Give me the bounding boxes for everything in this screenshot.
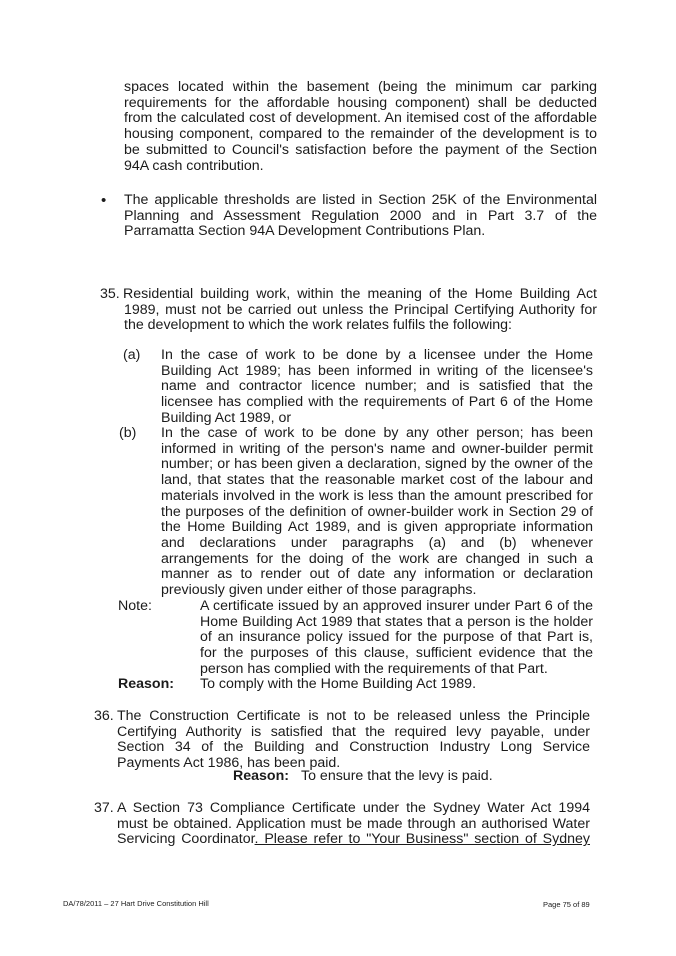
condition-37-text-underlined: . Please refer to "Your Business" section of Sydney [254,831,590,848]
bullet-icon: • [101,192,107,209]
condition-35-text: Residential building work, within the meaning of the Home Building Act 1989, must not be carried out unless the Principal Certifying Authority for the development to which the work relates fulfils the following: [123,286,597,334]
condition-35-note-text: A certificate issued by an approved insurer under Part 6 of the Home Building Act 1989 that states that a person is the holder of an insurance policy issued for the purpose of that Part is, for the purposes of this clause, sufficient evidence that the person has complied with the requirements of that Part. [200,598,593,677]
condition-36-number: 36. [94,708,114,724]
footer-page-number: Page 75 of 89 [543,900,590,909]
condition-35-item-a-text: In the case of work to be done by a licensee under the Home Building Act 1989; has been informed in writing of the licensee's name and contractor licence number; and is satisfied that the licensee has complied with the requirements of Part 6 of the Home Building Act 1989, or [161,347,593,426]
condition-37-text [117,801,590,848]
condition-36-reason-text: To ensure that the levy is paid. [301,768,493,784]
condition-35-item-a-label: (a) [123,347,141,363]
condition-35-reason-label: Reason: [118,676,174,692]
continuation-paragraph: spaces located within the basement (being the minimum car parking requirements for the affordable housing component) shall be deducted from the calculated cost of development. An itemised cost of the affordable housing component, compared to the remainder of the development is to be submitted to Council's satisfaction before the payment of the Section 94A cash contribution. [124,79,597,174]
condition-37-text-plain: A Section 73 Compliance Certificate under the Sydney Water Act 1994 must be obtained. Application must be made through an authorised Water Servicing Coordinator [117,800,590,848]
condition-35-item-b-text: In the case of work to be done by any other person; has been informed in writing of the person's name and owner-builder permit number; or has been given a declaration, signed by the owner of the land, that states that the reasonable market cost of the labour and materials involved in the work is less than the amount prescribed for the purposes of the definition of owner-builder work in Section 29 of the Home Building Act 1989, and is given appropriate information and declarations under paragraphs (a) and (b) whenever arrangements for the doing of the work are changed in such a manner as to render out of date any information or declaration previously given under either of those paragraphs. [161,425,593,599]
condition-37-number: 37. [94,800,114,816]
condition-36-reason-label: Reason: [233,768,289,784]
condition-35-number: 35. [100,286,120,302]
condition-35-reason-text: To comply with the Home Building Act 1989. [200,676,477,692]
bullet-text: The applicable thresholds are listed in Section 25K of the Environmental Planning and Assessment Regulation 2000 and in Part 3.7 of the Parramatta Section 94A Development Contributions Plan. [124,192,597,240]
condition-35-note-label: Note: [118,598,152,614]
footer-reference: DA/78/2011 – 27 Hart Drive Constitution Hill [63,899,209,908]
condition-35-item-b-label: (b) [119,425,137,441]
condition-36-text: The Construction Certificate is not to be released unless the Principle Certifying Authority is satisfied that the required levy payable, under Section 34 of the Building and Construction Industry Long Service Payments Act 1986, has been paid. [117,708,590,772]
